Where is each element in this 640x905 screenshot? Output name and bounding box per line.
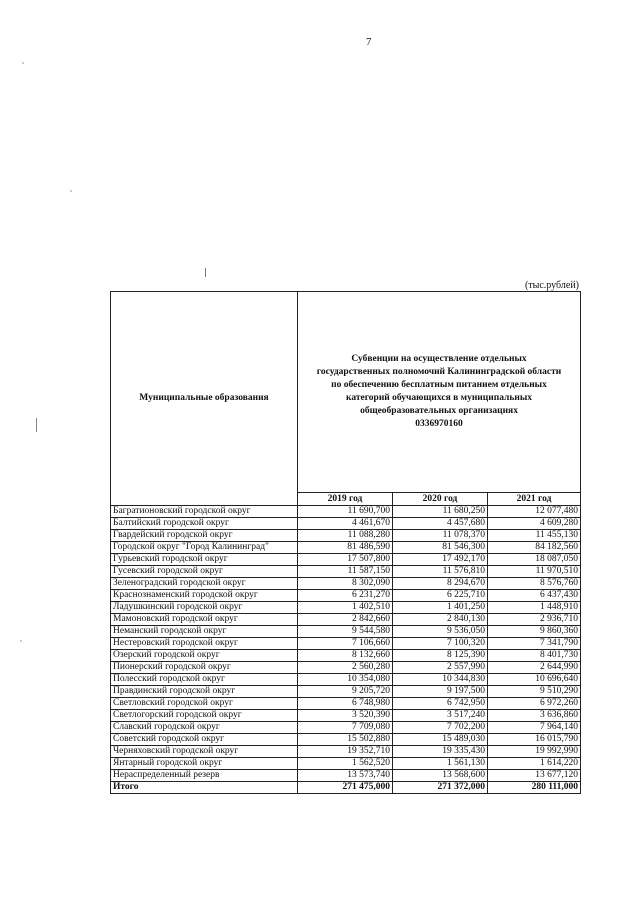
value-2019-cell: 8 302,090 (298, 578, 393, 590)
table-row (111, 734, 581, 746)
municipality-cell: Полесский городской округ (111, 674, 298, 686)
value-2019-cell: 81 486,590 (298, 542, 393, 554)
table-row (111, 638, 581, 650)
value-2020-cell: 9 536,050 (393, 626, 488, 638)
value-2021-cell: 19 992,990 (488, 746, 581, 758)
value-2020-cell: 2 557,990 (393, 662, 488, 674)
value-2021-cell: 2 936,710 (488, 614, 581, 626)
value-2019-cell: 17 507,800 (298, 554, 393, 566)
scan-mark (205, 268, 206, 277)
value-2020-cell: 11 078,370 (393, 530, 488, 542)
value-2019-cell: 3 520,390 (298, 710, 393, 722)
table-row (111, 650, 581, 662)
value-2021-cell: 13 677,120 (488, 770, 581, 782)
table-row (111, 614, 581, 626)
value-2019-cell: 6 231,270 (298, 590, 393, 602)
scan-dot (20, 640, 22, 642)
value-2020-cell: 8 125,390 (393, 650, 488, 662)
municipality-cell: Нестеровский городской округ (111, 638, 298, 650)
value-2020-cell: 7 702,200 (393, 722, 488, 734)
value-2021-cell: 10 696,640 (488, 674, 581, 686)
value-2021-cell: 16 015,790 (488, 734, 581, 746)
scan-dot (70, 190, 72, 192)
value-2021-cell: 4 609,280 (488, 518, 581, 530)
value-2020-cell: 6 742,950 (393, 698, 488, 710)
value-2020-cell: 15 489,030 (393, 734, 488, 746)
table-row (111, 566, 581, 578)
municipality-cell: Гусевский городской округ (111, 566, 298, 578)
municipality-cell: Зеленоградский городской округ (111, 578, 298, 590)
scan-dot (22, 62, 24, 64)
municipality-cell: Янтарный городской округ (111, 758, 298, 770)
value-2020-cell: 11 680,250 (393, 506, 488, 518)
value-2021-cell: 3 636,860 (488, 710, 581, 722)
municipality-cell: Багратионовский городской округ (111, 506, 298, 518)
municipality-cell: Правдинский городской округ (111, 686, 298, 698)
table-row (111, 698, 581, 710)
municipality-cell: Гвардейский городской округ (111, 530, 298, 542)
table-row (111, 590, 581, 602)
value-2020-cell: 4 457,680 (393, 518, 488, 530)
municipality-cell: Нераспределенный резерв (111, 770, 298, 782)
value-2021-cell: 12 077,480 (488, 506, 581, 518)
table-row (111, 686, 581, 698)
value-2019-cell: 11 088,280 (298, 530, 393, 542)
total-row (111, 782, 581, 794)
table-row (111, 626, 581, 638)
value-2021-cell: 1 448,910 (488, 602, 581, 614)
value-2020-cell: 11 576,810 (393, 566, 488, 578)
value-2020-cell: 1 561,130 (393, 758, 488, 770)
municipality-cell: Городской округ "Город Калининград" (111, 542, 298, 554)
municipality-cell: Итого (111, 782, 298, 794)
value-2020-cell: 8 294,670 (393, 578, 488, 590)
table-row (111, 542, 581, 554)
value-2019-cell: 13 573,740 (298, 770, 393, 782)
page-number: 7 (366, 36, 372, 48)
value-2020-cell: 3 517,240 (393, 710, 488, 722)
value-2019-cell: 1 562,520 (298, 758, 393, 770)
value-2021-cell: 11 455,130 (488, 530, 581, 542)
table-row (111, 554, 581, 566)
table-row (111, 770, 581, 782)
value-2020-cell: 6 225,710 (393, 590, 488, 602)
value-2019-cell: 15 502,880 (298, 734, 393, 746)
table-row (111, 578, 581, 590)
value-2021-cell: 8 576,760 (488, 578, 581, 590)
value-2020-cell: 19 335,430 (393, 746, 488, 758)
municipality-cell: Мамоновский городской округ (111, 614, 298, 626)
table-row (111, 602, 581, 614)
value-2021-cell: 1 614,220 (488, 758, 581, 770)
units-label: (тыс.рублей) (524, 280, 579, 291)
year-header-2020: 2020 год (393, 493, 488, 506)
value-2019-cell: 1 402,510 (298, 602, 393, 614)
value-2020-cell: 271 372,000 (393, 782, 488, 794)
value-2021-cell: 280 111,000 (488, 782, 581, 794)
value-2019-cell: 6 748,980 (298, 698, 393, 710)
value-2019-cell: 9 205,720 (298, 686, 393, 698)
table-row (111, 746, 581, 758)
year-header-2021: 2021 год (488, 493, 581, 506)
value-2020-cell: 13 568,600 (393, 770, 488, 782)
municipality-cell: Ладушкинский городской округ (111, 602, 298, 614)
value-2021-cell: 18 087,050 (488, 554, 581, 566)
value-2020-cell: 1 401,250 (393, 602, 488, 614)
value-2021-cell: 7 964,140 (488, 722, 581, 734)
value-2019-cell: 19 352,710 (298, 746, 393, 758)
value-2021-cell: 9 860,360 (488, 626, 581, 638)
municipality-cell: Советский городской округ (111, 734, 298, 746)
table-row (111, 710, 581, 722)
value-2019-cell: 11 690,700 (298, 506, 393, 518)
municipality-cell: Неманский городской округ (111, 626, 298, 638)
value-2020-cell: 9 197,500 (393, 686, 488, 698)
value-2021-cell: 7 341,790 (488, 638, 581, 650)
municipality-cell: Гурьевский городской округ (111, 554, 298, 566)
value-2019-cell: 9 544,580 (298, 626, 393, 638)
table-row (111, 722, 581, 734)
table-row (111, 674, 581, 686)
value-2020-cell: 7 100,320 (393, 638, 488, 650)
table-row (111, 518, 581, 530)
value-2021-cell: 6 972,260 (488, 698, 581, 710)
value-2021-cell: 2 644,990 (488, 662, 581, 674)
table-row (111, 758, 581, 770)
value-2019-cell: 4 461,670 (298, 518, 393, 530)
table-row (111, 530, 581, 542)
subvention-table (110, 291, 581, 794)
value-2019-cell: 7 106,660 (298, 638, 393, 650)
municipality-cell: Балтийский городской округ (111, 518, 298, 530)
table-row (111, 662, 581, 674)
scan-mark (36, 418, 37, 432)
subvention-header: Субвенции на осуществление отдельных государственных полномочий Калининградской области по обеспечению бесплатным питанием отдельных категорий обучающихся в муниципальных общеобразовательных организациях 0336970160 (298, 292, 581, 493)
value-2019-cell: 10 354,080 (298, 674, 393, 686)
municipality-cell: Светлогорский городской округ (111, 710, 298, 722)
value-2020-cell: 17 492,170 (393, 554, 488, 566)
value-2019-cell: 7 709,080 (298, 722, 393, 734)
value-2019-cell: 271 475,000 (298, 782, 393, 794)
value-2019-cell: 2 842,660 (298, 614, 393, 626)
value-2021-cell: 9 510,290 (488, 686, 581, 698)
value-2021-cell: 6 437,430 (488, 590, 581, 602)
year-header-2019: 2019 год (298, 493, 393, 506)
municipality-cell: Светловский городской округ (111, 698, 298, 710)
value-2021-cell: 11 970,510 (488, 566, 581, 578)
value-2021-cell: 8 401,730 (488, 650, 581, 662)
value-2019-cell: 11 587,150 (298, 566, 393, 578)
table-row (111, 506, 581, 518)
value-2020-cell: 81 546,300 (393, 542, 488, 554)
value-2020-cell: 10 344,830 (393, 674, 488, 686)
municipality-cell: Славский городской округ (111, 722, 298, 734)
municipality-cell: Пионерский городской округ (111, 662, 298, 674)
municipality-cell: Озерский городской округ (111, 650, 298, 662)
value-2021-cell: 84 182,560 (488, 542, 581, 554)
municipality-cell: Черняховский городской округ (111, 746, 298, 758)
municipality-cell: Краснознаменский городской округ (111, 590, 298, 602)
value-2019-cell: 2 560,280 (298, 662, 393, 674)
value-2020-cell: 2 840,130 (393, 614, 488, 626)
value-2019-cell: 8 132,660 (298, 650, 393, 662)
municipality-header: Муниципальные образования (111, 292, 298, 506)
